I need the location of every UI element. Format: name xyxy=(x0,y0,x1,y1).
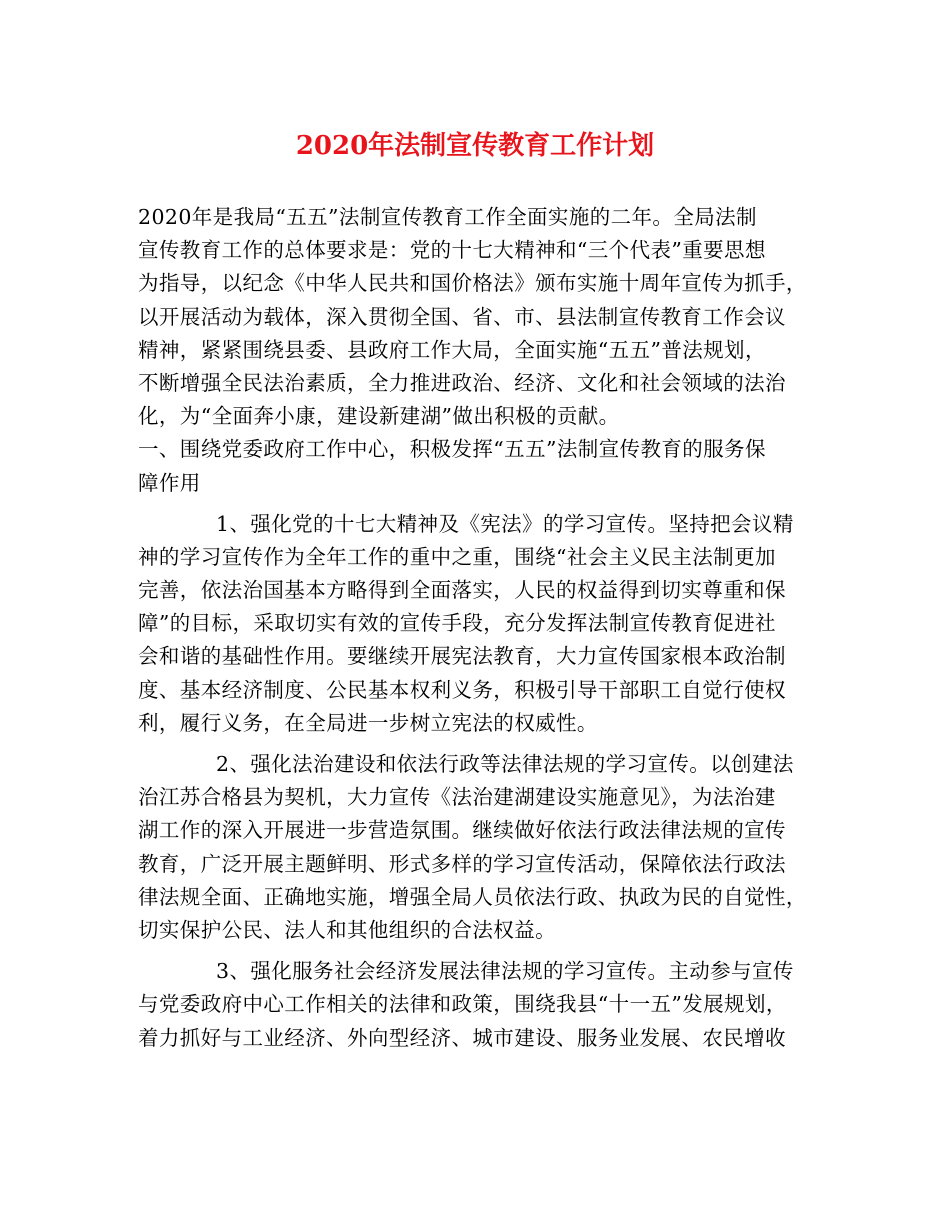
paragraph xyxy=(138,955,814,1055)
paragraph-line xyxy=(138,781,814,814)
line-text: 湖工作的深入开展进一步营造氛围。继续做好依法行政法律法规的宣传 xyxy=(138,818,786,843)
line-text: 一、围绕党委政府工作中心，积极发挥“五五”法制宣传教育的服务保 xyxy=(138,437,766,462)
document-body xyxy=(138,201,814,1055)
paragraph-line xyxy=(138,848,814,881)
paragraph-line xyxy=(138,201,814,234)
line-text: 教育，广泛开展主题鲜明、形式多样的学习宣传活动，保障依法行政法 xyxy=(138,851,786,876)
line-text: 与党委政府中心工作相关的法律和政策，围绕我县“十一五”发展规划， xyxy=(138,992,787,1017)
paragraph xyxy=(138,433,814,499)
paragraph-line xyxy=(138,367,814,400)
line-text: 为指导，以纪念《中华人民共和国价格法》颁布实施十周年宣传为抓手， xyxy=(138,271,807,296)
line-text: 治江苏合格县为契机，大力宣传《法治建湖建设实施意见》，为法治建 xyxy=(138,785,776,810)
line-text: 2020年是我局“五五”法制宣传教育工作全面实施的二年。全局法制 xyxy=(138,205,757,229)
line-text: 不断增强全民法治素质，全力推进政治、经济、文化和社会领域的法治 xyxy=(138,370,786,395)
line-text: 障”的目标，采取切实有效的宣传手段，充分发挥法制宣传教育促进社 xyxy=(138,611,776,636)
line-text: 利，履行义务，在全局进一步树立宪法的权威性。 xyxy=(138,710,598,735)
line-text: 律法规全面、正确地实施，增强全局人员依法行政、执政为民的自觉性， xyxy=(138,884,807,909)
paragraph-line xyxy=(138,988,814,1021)
line-text: 精神，紧紧围绕县委、县政府工作大局，全面实施“五五”普法规划， xyxy=(138,337,766,362)
paragraph-line xyxy=(138,301,814,334)
paragraph-line xyxy=(138,914,814,947)
line-text: 障作用 xyxy=(138,470,201,495)
paragraph-line xyxy=(138,674,814,707)
line-text: 完善，依法治国基本方略得到全面落实，人民的权益得到切实尊重和保 xyxy=(138,578,786,603)
line-text: 化，为“全面奔小康，建设新建湖”做出积极的贡献。 xyxy=(138,404,620,429)
paragraph-line xyxy=(138,467,814,500)
paragraph-line xyxy=(138,707,814,740)
paragraph-line xyxy=(138,640,814,673)
paragraph xyxy=(138,508,814,740)
paragraph-line xyxy=(138,234,814,267)
paragraph-line xyxy=(138,267,814,300)
paragraph-line xyxy=(138,1022,814,1055)
paragraph xyxy=(138,201,814,433)
paragraph-line xyxy=(138,400,814,433)
line-text: 切实保护公民、法人和其他组织的合法权益。 xyxy=(138,917,556,942)
line-text: 2、强化法治建设和依法行政等法律法规的学习宣传。以创建法 xyxy=(216,752,794,776)
paragraph-line xyxy=(138,541,814,574)
paragraph-line xyxy=(138,508,814,541)
paragraph-line xyxy=(138,433,814,466)
line-text: 会和谐的基础性作用。要继续开展宪法教育，大力宣传国家根本政治制 xyxy=(138,644,786,669)
line-text: 3、强化服务社会经济发展法律法规的学习宣传。主动参与宣传 xyxy=(216,959,794,984)
paragraph-line xyxy=(138,334,814,367)
paragraph-line xyxy=(138,814,814,847)
paragraph-line xyxy=(138,607,814,640)
paragraph xyxy=(138,748,814,947)
document-title: 2020年法制宣传教育工作计划 xyxy=(295,131,655,161)
paragraph-line xyxy=(138,955,814,988)
line-text: 着力抓好与工业经济、外向型经济、城市建设、服务业发展、农民增收 xyxy=(138,1025,786,1050)
paragraph-line xyxy=(138,748,814,781)
line-text: 以开展活动为载体，深入贯彻全国、省、市、县法制宣传教育工作会议 xyxy=(138,304,786,329)
line-text: 宣传教育工作的总体要求是：党的十七大精神和“三个代表”重要思想 xyxy=(138,238,766,263)
paragraph-line xyxy=(138,881,814,914)
paragraph-line xyxy=(138,574,814,607)
line-text: 1、强化党的十七大精神及《宪法》的学习宣传。坚持把会议精 xyxy=(216,511,794,536)
line-text: 度、基本经济制度、公民基本权利义务，积极引导干部职工自觉行使权 xyxy=(138,677,786,702)
line-text: 神的学习宣传作为全年工作的重中之重，围绕“社会主义民主法制更加 xyxy=(138,544,776,569)
